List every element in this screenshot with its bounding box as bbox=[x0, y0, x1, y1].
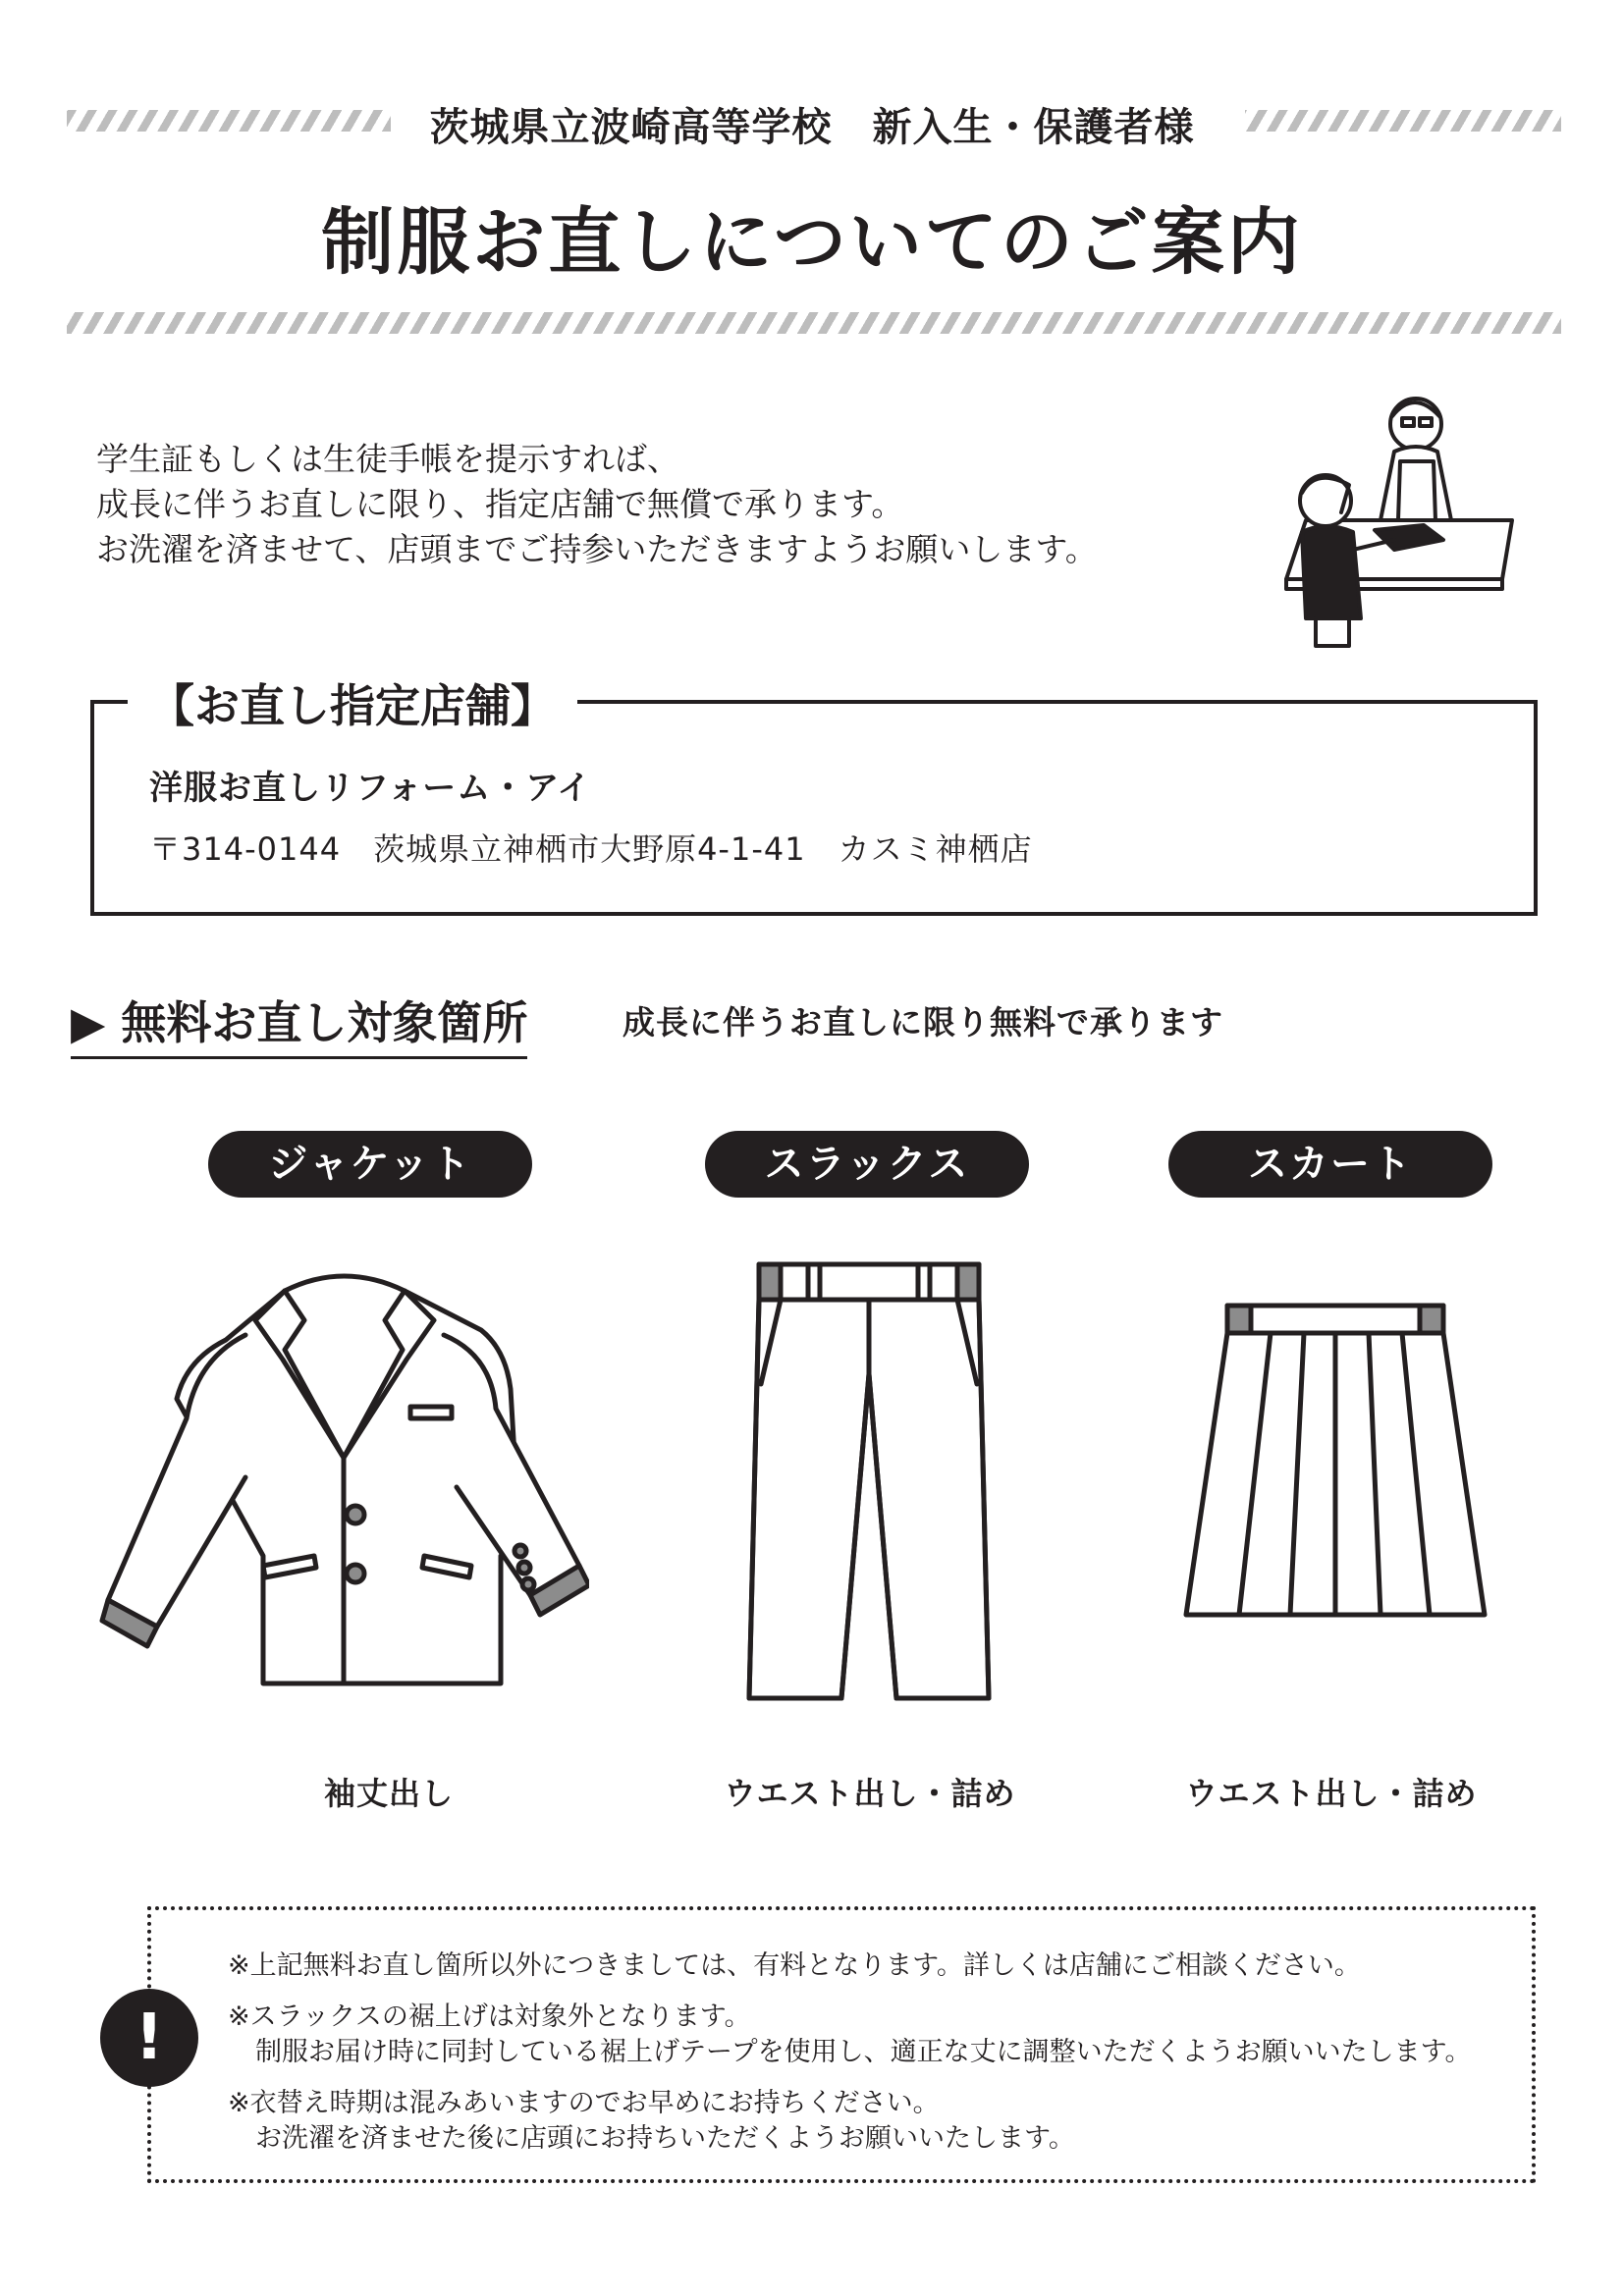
notice-line: お洗濯を済ませた後に店頭にお持ちいただくようお願いいたします。 bbox=[255, 2123, 1075, 2154]
garment-pill-jacket: ジャケット bbox=[208, 1131, 532, 1198]
garment-pill-skirt: スカート bbox=[1168, 1131, 1492, 1198]
intro-line: 学生証もしくは生徒手帳を提示すれば、 bbox=[96, 440, 679, 478]
notice-line: ※上記無料お直し箇所以外につきましては、有料となります。詳しくは店舗にご相談ください。 bbox=[228, 1950, 1361, 1981]
notice-line: 制服お届け時に同封している裾上げテープを使用し、適正な丈に調整いただくようお願いいたします。 bbox=[255, 2037, 1472, 2067]
intro-text bbox=[96, 437, 1098, 572]
notice-line: ※スラックスの裾上げは対象外となります。 bbox=[228, 2002, 751, 2032]
garment-alteration-skirt: ウエスト出し・詰め bbox=[1185, 1775, 1478, 1812]
notice-item bbox=[228, 1949, 1361, 1984]
store-address: 〒314-0144 茨城県立神栖市大野原4-1-41 カスミ神栖店 bbox=[149, 830, 1033, 868]
pre-title: 茨城県立波崎高等学校 新入生・保護者様 bbox=[429, 105, 1195, 150]
garment-alteration-jacket: 袖丈出し bbox=[323, 1775, 454, 1812]
free-alteration-heading: ▶ 無料お直し対象箇所 bbox=[71, 988, 527, 1059]
exclamation-icon: ! bbox=[100, 1989, 198, 2087]
store-section-label: 【お直し指定店舗】 bbox=[128, 670, 577, 735]
intro-line: 成長に伴うお直しに限り、指定店舗で無償で承ります。 bbox=[96, 485, 904, 523]
notice-item bbox=[228, 2000, 1472, 2070]
garment-alteration-slacks: ウエスト出し・詰め bbox=[724, 1775, 1016, 1812]
store-name: 洋服お直しリフォーム・アイ bbox=[149, 769, 592, 808]
jacket-icon bbox=[98, 1261, 589, 1693]
garment-pill-slacks: スラックス bbox=[705, 1131, 1029, 1198]
notice-item bbox=[228, 2086, 1075, 2157]
shop-counter-illustration bbox=[1276, 383, 1532, 658]
skirt-icon bbox=[1178, 1296, 1492, 1629]
free-alteration-subtitle: 成長に伴うお直しに限り無料で承ります bbox=[623, 1003, 1223, 1041]
notice-line: ※衣替え時期は混みあいますのでお早めにお持ちください。 bbox=[228, 2088, 940, 2118]
title-hatch-bottom bbox=[67, 312, 1561, 334]
intro-line: お洗濯を済ませて、店頭までご持参いただきますようお願いします。 bbox=[96, 530, 1098, 568]
slacks-icon bbox=[741, 1256, 997, 1708]
page-title: 制服お直しについてのご案内 bbox=[321, 200, 1303, 285]
